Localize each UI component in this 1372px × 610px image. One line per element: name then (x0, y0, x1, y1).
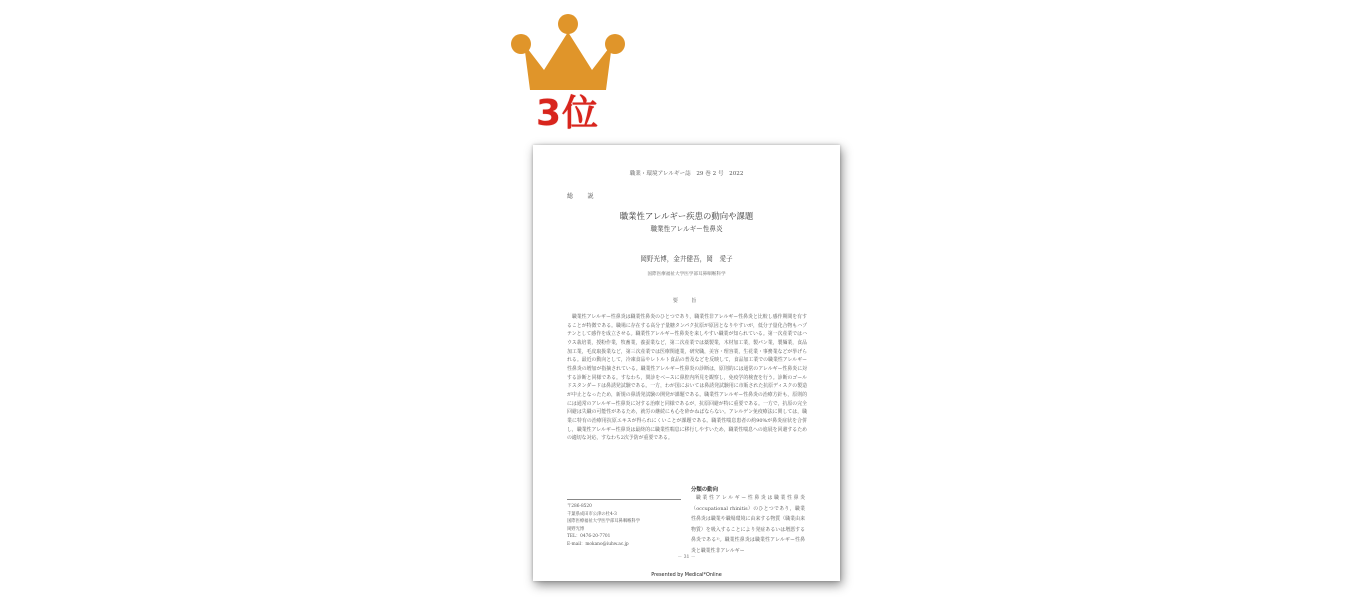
abstract-heading: 要 旨 (672, 298, 701, 304)
crown-body (524, 32, 612, 90)
rank-label: 3位 (536, 93, 600, 134)
article-genre: 総 説 (567, 193, 598, 200)
article-subtitle: 職業性アレルギー性鼻炎 (650, 225, 723, 233)
paper-page[interactable] (533, 145, 840, 581)
section-text: 職業性アレルギー性鼻炎は職業性鼻炎（occupational rhinitis）のひとつであり，職業性鼻炎は職業や職場環境に由来する物質（職業由来物質）を吸入することにより発症あるいは増悪する鼻炎である¹⁾。職業性鼻炎は職業性アレルギー性鼻炎と職業性非アレルギー (691, 495, 805, 554)
crown-icon (510, 10, 626, 92)
article-authors: 岡野光博，金井健吾，岡 愛子 (640, 255, 733, 263)
article-affiliation: 国際医療福祉大学医学部耳鼻咽喉科学 (647, 272, 726, 277)
article-title: 職業性アレルギー疾患の動向や課題 (619, 211, 754, 221)
footnote-rule (567, 499, 681, 500)
abstract-text: 職業性アレルギー性鼻炎は職業性鼻炎のひとつであり，職業性非アレルギー性鼻炎と比較し感作期間を有することが特徴である。職場に存在する高分子量糖タンパク抗原が原因となりやすいが，低分子量化合物もハプテンとして感作を成立させる。職業性アレルギー性鼻炎を来しやすい職業が知られている。第一次産業ではハウス栽培業，授粉作業，牧畜業，養蚕業など，第二次産業では薬製業，木材加工業，製パン業，製麺業，食品加工業，毛皮取扱業など，第三次産業では医療関連業，研究職，美容・理容業，生花業・事務業などが挙げられる。最近の動向として，冷凍食品やレトルト食品の普及などを反映して，食品加工業での職業性アレルギー性鼻炎の増加が指摘されている。職業性アレルギー性鼻炎の診断は，原則的には通常のアレルギー性鼻炎に対する診断と同様である。すなわち，問診をベースに鼻腔内所見を観察し，免疫学的検査を行う。診断のゴールドスタンダードは鼻誘発試験である。一方，わが国においては鼻誘発試験用に市販された抗原ディスクの製造が中止となったため，新規の鼻誘発試験の開発が課題である。職業性アレルギー性鼻炎の治療方針も，原則的には通常のアレルギー性鼻炎に対する治療と同様であるが，抗原回避が特に重要である。一方で，抗原の完全回避は失職の可能性があるため，就労の継続にも心を砕かねばならない。アレルゲン免疫療法に関しては，職業に特有の治療用抗原エキスが得られにくいことが課題である。職業性喘息患者の約90%が鼻炎症状を合併し，職業性アレルギー性鼻炎は最終的に職業性喘息に移行しやすいため，職業性喘息への進展を回避するための適切な対応，すなわち2次予防が重要である。 (567, 314, 807, 442)
address-line: 〒286-8520 (567, 504, 592, 509)
crown-ball (558, 14, 578, 34)
address-line: E-mail：mokano@iuhw.ac.jp (567, 541, 629, 547)
address-line: 国際医療福祉大学医学部耳鼻咽喉科学 (567, 519, 641, 525)
page-number: － 31 － (677, 555, 696, 560)
journal-line: 職業・環境アレルギー誌 29 巻 2 号 2022 (629, 171, 744, 177)
presented-by-footer: Presented by Medical*Online (651, 572, 722, 578)
address-line: 岡野光博 (567, 526, 585, 532)
correspondence-address (567, 503, 687, 549)
crown-ball (605, 34, 625, 54)
crown-ball (511, 34, 531, 54)
address-line: TEL：0476-20-7701 (567, 534, 611, 540)
address-line: 千葉県成田市公津の杜4-3 (567, 511, 617, 517)
section-heading: 分類の動向 (691, 487, 718, 493)
